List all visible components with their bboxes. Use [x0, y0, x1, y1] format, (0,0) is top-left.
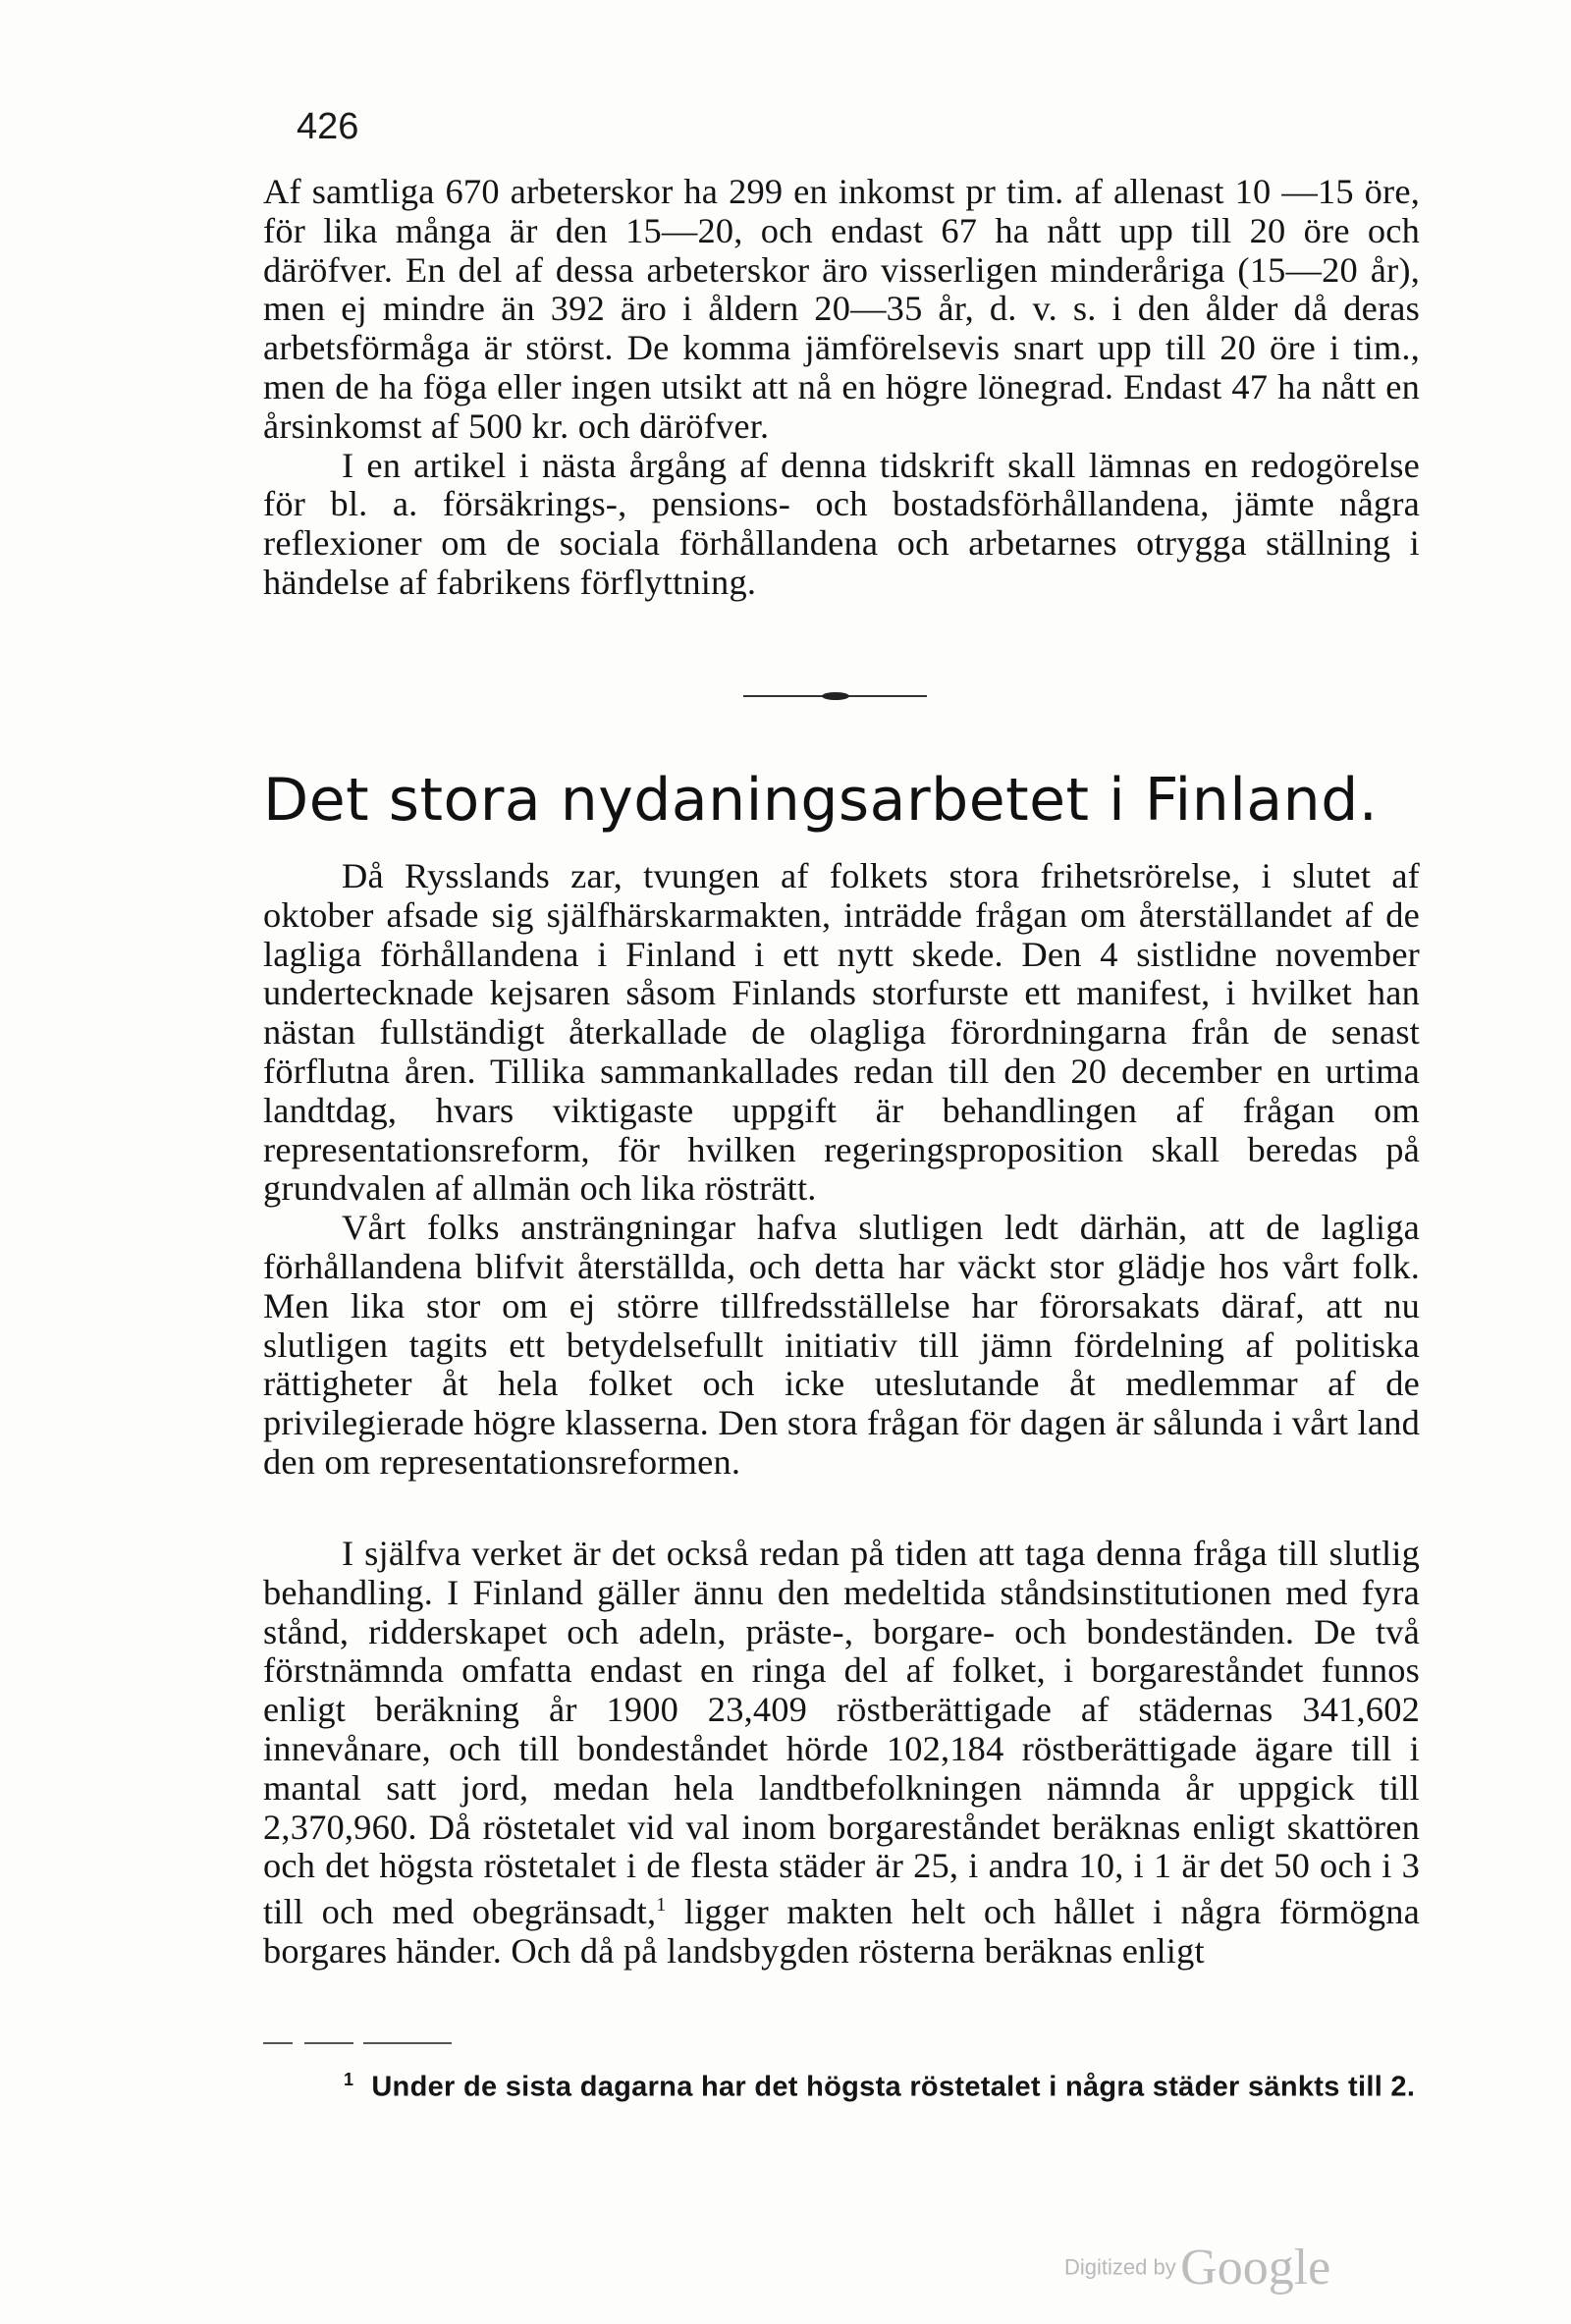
top-text-block: [263, 173, 1420, 603]
page-number: 426: [297, 106, 359, 147]
estates-text-start: I själfva verket är det också redan på tiden att taga denna fråga till slutlig behandling. I Finland gäller ännu den medeltida ståndsinstitutionen med fyra stånd, ridderskapet och adeln, präste-, borgare- och bondeständen. De två förstnämnda omfatta endast en ringa del af folket, i borgareståndet funnos enligt beräkning år 1900 23,409 röstberättigade af städernas 341,602 innevånare, och till bondeståndet hörde 102,184 röstberättigade ägare till i mantal satt jord, medan hela landtbefolkningen nämnda år uppgick till 2,370,960. Då röstetalet vid val inom borgareståndet beräknas enligt skattören och det högsta röstetalet i de flesta städer är 25, i andra 10, i 1 är det 50 och i 3 till och med obegränsadt,: [263, 1534, 1420, 1932]
watermark-prefix: Digitized by: [1064, 2254, 1176, 2280]
footnote: [344, 2070, 1424, 2104]
paragraph-peoples-efforts: Vårt folks ansträngningar hafva slutligen ledt därhän, att de lagliga förhållandena blifvit återställda, och detta har väckt stor glädje hos vårt folk. Men lika stor om ej större tillfredsställelse har förorsakats däraf, att nu slutligen tagits ett betydelsefullt initiativ till jämn fördelning af politiska rättigheter åt hela folket och icke uteslutande åt medlemmar af de privilegierade högre klasserna. Den stora frågan för dagen är sålunda i vårt land den om representationsreformen.: [263, 1208, 1420, 1482]
paragraph-next-article: I en artikel i nästa årgång af denna tidskrift skall lämnas en redogörelse för bl. a. försäkrings-, pensions- och bostadsförhållandena, jämte några reflexioner om de sociala förhållandena och arbetarnes otrygga ställning i händelse af fabrikens förflyttning.: [263, 445, 1420, 602]
paragraph-estates: [263, 1535, 1420, 1972]
footnote-reference: 1: [656, 1894, 667, 1917]
paragraph-earnings: Af samtliga 670 arbeterskor ha 299 en inkomst pr tim. af allenast 10 —15 öre, för lika många är den 15—20, och endast 67 ha nått upp till 20 öre och däröfver. En del af dessa arbeterskor äro visserligen minderåriga (15—20 år), men ej mindre än 392 äro i åldern 20—35 år, d. v. s. i den ålder då deras arbetsförmåga är störst. De komma jämförelsevis snart upp till 20 öre i tim., men de ha föga eller ingen utsikt att nå en högre lönegrad. Endast 47 ha nått en årsinkomst af 500 kr. och däröfver.: [263, 172, 1420, 446]
paragraph-tsar-manifest: Då Rysslands zar, tvungen af folkets stora frihetsrörelse, i slutet af oktober afsade sig själfhärskarmakten, inträdde frågan om återställandet af de lagliga förhållandena i Finland i ett nytt skede. Den 4 sistlidne november undertecknade kejsaren såsom Finlands storfurste ett manifest, i hvilket han nästan fullständigt återkallade de olagliga förordningarna från de senast förflutna åren. Tillika sammankallades redan till den 20 december en urtima landtdag, hvars viktigaste uppgift är behandlingen af frågan om representationsreform, för hvilken regeringsproposition skall beredas på grundvalen af allmän och lika rösträtt.: [263, 856, 1420, 1209]
footnote-text: Under de sista dagarna har det högsta röstetalet i några städer sänkts till 2.: [371, 2071, 1416, 2103]
google-logo: Google: [1180, 2240, 1331, 2296]
footnote-marker: 1: [344, 2070, 354, 2089]
second-section: [263, 1535, 1420, 1972]
section-divider: [743, 689, 927, 703]
footnote-rule: [263, 2041, 460, 2045]
article-title: Det stora nydaningsarbetet i Finland.: [263, 766, 1379, 835]
article-body: [263, 857, 1420, 1483]
estates-text-end: ligger makten helt och hållet i några förmögna borgares händer. Och då på landsbygden rösterna beräknas enligt: [263, 1892, 1421, 1972]
digitized-watermark: [1064, 2239, 1330, 2297]
